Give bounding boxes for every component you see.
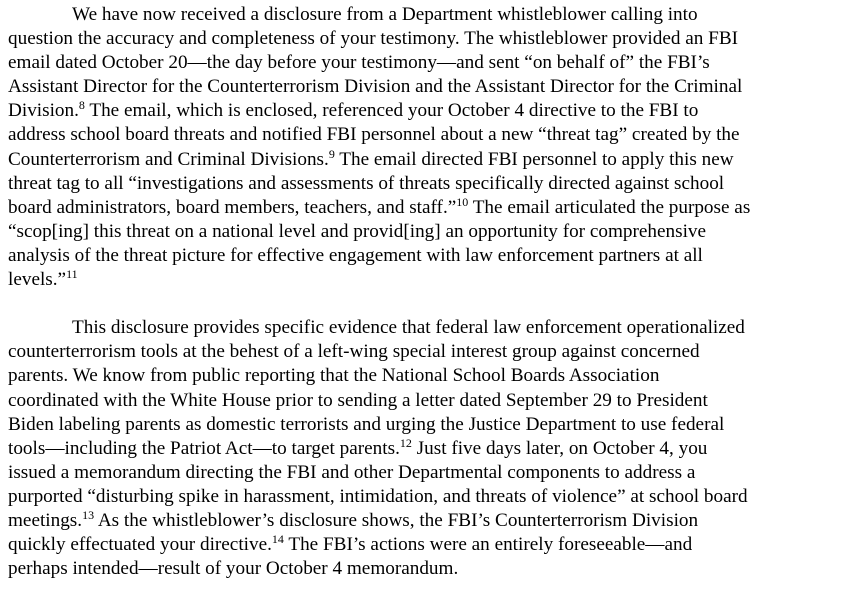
text-run: This disclosure provides specific evidence that federal law enforcement operationalized [72,317,745,339]
text-run: coordinated with the White House prior to sending a letter dated September 29 to President [8,389,708,411]
text-run: counterterrorism tools at the behest of a left-wing special interest group against concerned [8,341,700,363]
text-line [8,123,851,147]
text-run: levels.” [8,269,67,291]
text-line [8,51,851,75]
text-line [8,533,851,557]
text-run: email dated October 20—the day before your testimony—and sent “on behalf of” the FBI’s [8,52,710,74]
text-run: Assistant Director for the Counterterrorism Division and the Assistant Director for the Criminal [8,76,743,98]
text-run: Division. [8,100,79,122]
text-run: “scop[ing] this threat on a national level and provid[ing] an opportunity for comprehensive [8,220,707,242]
text-run: analysis of the threat picture for effective engagement with law enforcement partners at all [8,244,703,266]
text-line [8,27,851,51]
text-line [8,413,851,437]
paragraph-disclosure-evidence [8,316,851,581]
text-run: The email articulated the purpose as [468,196,751,218]
footnote-marker: 11 [66,267,78,282]
text-run: Biden labeling parents as domestic terrorists and urging the Justice Department to use federal [8,413,725,435]
text-run: perhaps intended—result of your October 4 memorandum. [8,558,459,580]
letter-body [8,3,851,581]
text-line [8,557,851,581]
text-line [8,485,851,509]
text-run: question the accuracy and completeness of your testimony. The whistleblower provided an FBI [8,28,739,50]
text-line [8,461,851,485]
text-run: threat tag to all “investigations and assessments of threats specifically directed against school [8,172,725,194]
footnote-marker: 12 [399,435,412,450]
text-run: issued a memorandum directing the FBI and other Departmental components to address a [8,461,696,483]
text-line [8,3,851,27]
footnote-marker: 14 [271,532,284,547]
text-line [8,172,851,196]
footnote-marker: 9 [328,146,335,161]
text-line [8,244,851,268]
text-line [8,196,851,220]
text-line [8,509,851,533]
footnote-marker: 8 [78,98,85,113]
text-line [8,148,851,172]
text-run: The email, which is enclosed, referenced your October 4 directive to the FBI to [84,100,699,122]
text-line [8,99,851,123]
text-line [8,75,851,99]
text-run: address school board threats and notified FBI personnel about a new “threat tag” created by the [8,124,740,146]
footnote-marker: 13 [82,507,95,522]
text-run: Counterterrorism and Criminal Divisions. [8,148,329,170]
text-line [8,268,851,292]
text-line [8,340,851,364]
text-run: tools—including the Patriot Act—to target parents. [8,437,400,459]
text-line [8,316,851,340]
paragraph-whistleblower-disclosure [8,3,851,292]
text-run: quickly effectuated your directive. [8,534,272,556]
text-line [8,364,851,388]
text-run: We have now received a disclosure from a Department whistleblower calling into [72,4,698,25]
text-line [8,437,851,461]
footnote-marker: 10 [456,194,469,209]
text-run: meetings. [8,509,83,531]
text-run: The email directed FBI personnel to apply this new [334,148,734,170]
text-run: parents. We know from public reporting that the National School Boards Association [8,365,660,387]
text-line [8,389,851,413]
text-run: purported “disturbing spike in harassment, intimidation, and threats of violence” at school board [8,485,748,507]
text-run: board administrators, board members, teachers, and staff.” [8,196,457,218]
text-run: As the whistleblower’s disclosure shows, the FBI’s Counterterrorism Division [94,509,699,531]
text-run: The FBI’s actions were an entirely foreseeable—and [283,534,693,556]
text-line [8,220,851,244]
text-run: Just five days later, on October 4, you [411,437,708,459]
